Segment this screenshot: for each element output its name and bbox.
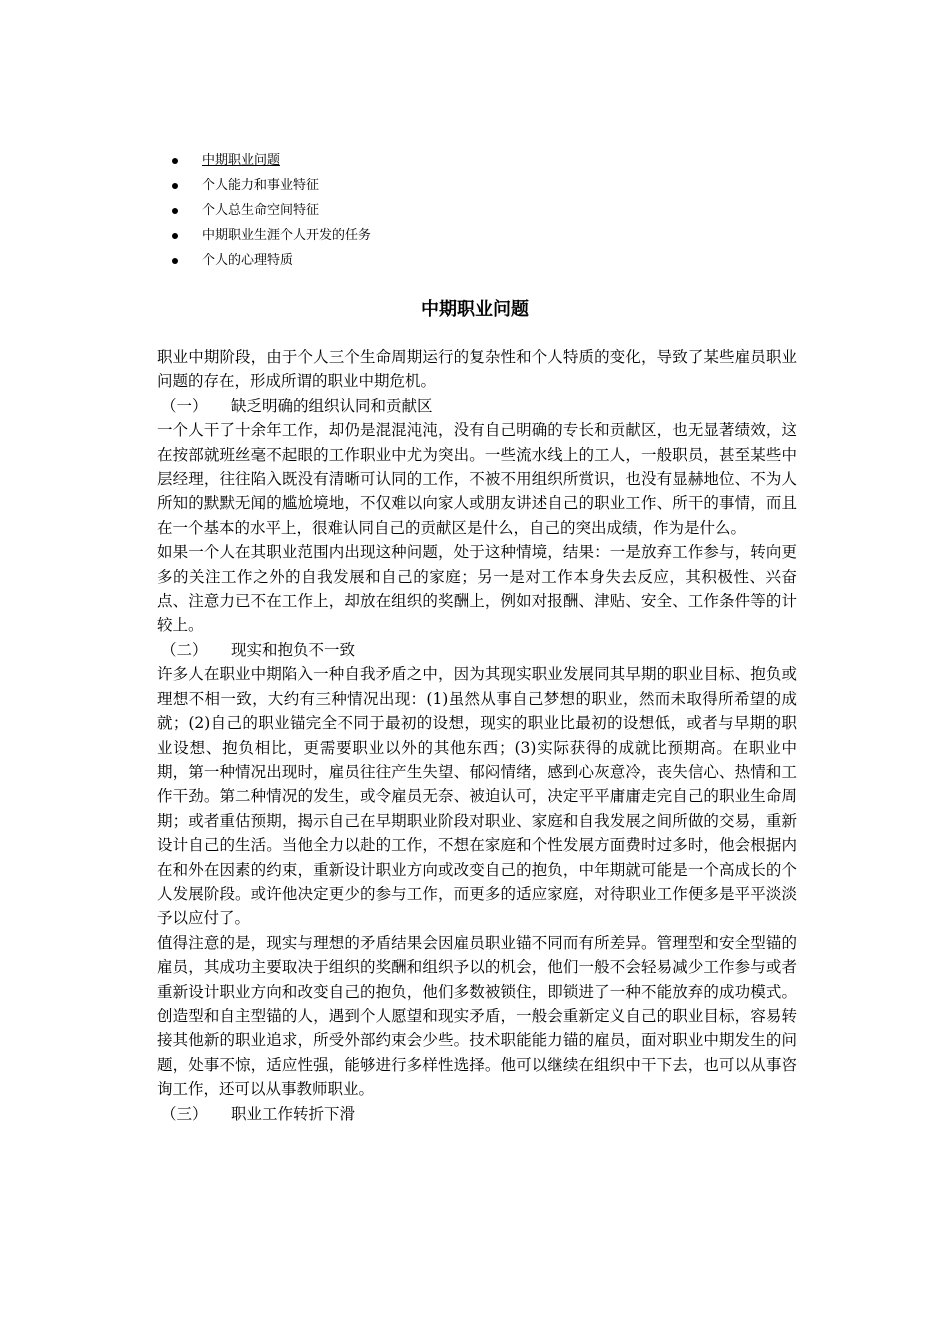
- intro-paragraph: 职业中期阶段，由于个人三个生命周期运行的复杂性和个人特质的变化，导致了某些雇员职业问题的存在，形成所谓的职业中期危机。: [157, 348, 797, 391]
- table-of-contents: [170, 148, 371, 273]
- toc-item: [170, 173, 371, 198]
- toc-item: [170, 248, 371, 273]
- section-number: （三）: [161, 1104, 208, 1123]
- toc-item[interactable]: [170, 148, 371, 173]
- paragraph: 值得注意的是，现实与理想的矛盾结果会因雇员职业锚不同而有所差异。管理型和安全型锚的雇员，其成功主要取决于组织的奖酬和组织予以的机会，他们一般不会轻易减少工作参与或者重新设计职业方向和改变自己的抱负，他们多数被锁住，即锁进了一种不能放弃的成功模式。创造型和自主型锚的人，遇到个人愿望和现实矛盾，一般会重新定义自己的职业目标，容易转接其他新的职业追求，所受外部约束会少些。技术职能能力锚的雇员，面对职业中期发生的问题，处事不惊，适应性强，能够进行多样性选择。他可以继续在组织中干下去，也可以从事咨询工作，还可以从事教师职业。: [157, 933, 797, 1099]
- section-heading: [157, 1102, 797, 1126]
- paragraph: 许多人在职业中期陷入一种自我矛盾之中，因为其现实职业发展同其早期的职业目标、抱负或理想不相一致，大约有三种情况出现：(1)虽然从事自己梦想的职业，然而未取得所希望的成就；(2)自己的职业锚完全不同于最初的设想，现实的职业比最初的设想低，或者与早期的职业设想、抱负相比，更需要职业以外的其他东西；(3)实际获得的成就比预期高。在职业中期，第一种情况出现时，雇员往往产生失望、郁闷情绪，感到心灰意冷，丧失信心、热情和工作干劲。第二种情况的发生，或令雇员无奈、被迫认可，决定平平庸庸走完自己的职业生命周期；或者重估预期，揭示自己在早期职业阶段对职业、家庭和自我发展之间所做的交易，重新设计自己的生活。当他全力以赴的工作，不想在家庭和个性发展方面费时过多时，他会根据内在和外在因素的约束，重新设计职业方向或改变自己的抱负，中年期就可能是一个高成长的个人发展阶段。或许他决定更少的参与工作，而更多的适应家庭，对待职业工作便多是平平淡淡予以应付了。: [157, 665, 797, 928]
- section-heading: [157, 638, 797, 662]
- bullet-icon: [172, 158, 178, 164]
- article-body: [157, 345, 797, 1126]
- bullet-icon: [172, 183, 178, 189]
- toc-label: 个人的心理特质: [202, 253, 294, 268]
- toc-label: 个人能力和事业特征: [202, 178, 320, 193]
- toc-label: 个人总生命空间特征: [202, 203, 320, 218]
- page-title: 中期职业问题: [421, 299, 529, 320]
- toc-link[interactable]: 中期职业问题: [202, 153, 281, 168]
- paragraph: 一个人干了十余年工作，却仍是混混沌沌，没有自己明确的专长和贡献区，也无显著绩效，这在按部就班丝毫不起眼的工作职业中尤为突出。一些流水线上的工人，一般职员，甚至某些中层经理，往往陷入既没有清晰可认同的工作，不被不用组织所赏识，也没有显赫地位、不为人所知的默默无闻的尴尬境地，不仅难以向家人或朋友讲述自己的职业工作、所干的事情，而且在一个基本的水平上，很难认同自己的贡献区是什么，自己的突出成绩，作为是什么。: [157, 421, 797, 537]
- section-title: 缺乏明确的组织认同和贡献区: [231, 396, 433, 415]
- bullet-icon: [172, 258, 178, 264]
- paragraph: 如果一个人在其职业范围内出现这种问题，处于这种情境，结果：一是放弃工作参与，转向更多的关注工作之外的自我发展和自己的家庭；另一是对工作本身失去反应，其积极性、兴奋点、注意力已不在工作上，却放在组织的奖酬上，例如对报酬、津贴、安全、工作条件等的计较上。: [157, 543, 797, 635]
- section-title: 职业工作转折下滑: [231, 1104, 356, 1123]
- section-number: （一）: [161, 396, 208, 415]
- toc-label: 中期职业生涯个人开发的任务: [202, 228, 372, 243]
- section-number: （二）: [161, 640, 208, 659]
- section-heading: [157, 394, 797, 418]
- toc-item: [170, 198, 371, 223]
- toc-item: [170, 223, 371, 248]
- bullet-icon: [172, 208, 178, 214]
- section-title: 现实和抱负不一致: [231, 640, 356, 659]
- bullet-icon: [172, 233, 178, 239]
